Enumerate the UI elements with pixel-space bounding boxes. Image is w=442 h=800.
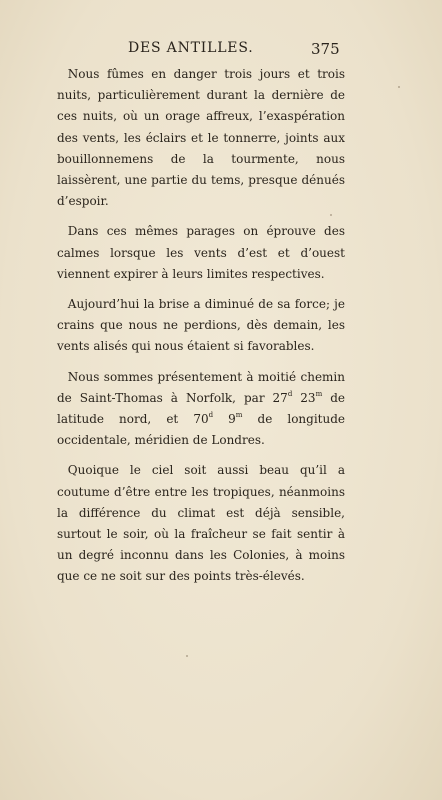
page-number: 375 <box>311 40 340 58</box>
paragraph-calms: Dans ces mêmes parages on éprouve des calmes lorsque les vents d’est et d’ouest viennent expirer à leurs limites respectives. <box>57 224 345 281</box>
position-text-1: Nous sommes présentement à moitié chemin de Saint-Thomas à Norfolk, par 27 <box>57 369 345 405</box>
paragraph-storm: Nous fûmes en danger trois jours et trois nuits, particulièrement durant la dernière de ces nuits, où un orage affreux, l’exaspération des vents, les éclairs et le tonnerre, joints aux bouillonnemens de la tourmente, nous laissèrent, une partie du tems, presque dénués d’espoir. <box>57 67 345 209</box>
latitude-degree-mark: d <box>287 389 293 398</box>
paper-speck <box>186 655 188 657</box>
paragraph-climate: Quoique le ciel soit aussi beau qu’il a coutume d’être entre les tropiques, néanmoins la différence du climat est déjà sensible, surtout le soir, où la fraîcheur se fait sentir à un degré inconnu dans les Colonies, à moins que ce ne soit sur des points très-élevés. <box>57 463 345 584</box>
paragraph-position <box>57 367 345 452</box>
position-text-2: 23 <box>292 390 316 405</box>
running-head: DES ANTILLES. <box>128 40 254 56</box>
page-header <box>0 40 442 62</box>
longitude-degree-mark: d <box>208 411 214 420</box>
position-text-5: de longitude occidentale, méridien de Londres. <box>57 412 346 448</box>
paper-speck <box>330 214 332 216</box>
latitude-minute-mark: m <box>315 389 323 398</box>
body-text <box>57 64 345 588</box>
longitude-minute-mark: m <box>235 411 243 420</box>
paragraph-breeze: Aujourd’hui la brise a diminué de sa force; je crains que nous ne perdions, dès demain, les vents alisés qui nous étaient si favorables. <box>57 297 345 354</box>
position-text-4: 9 <box>213 412 236 427</box>
position-text-3: de latitude nord, et 70 <box>57 390 345 427</box>
paper-speck <box>398 86 400 88</box>
